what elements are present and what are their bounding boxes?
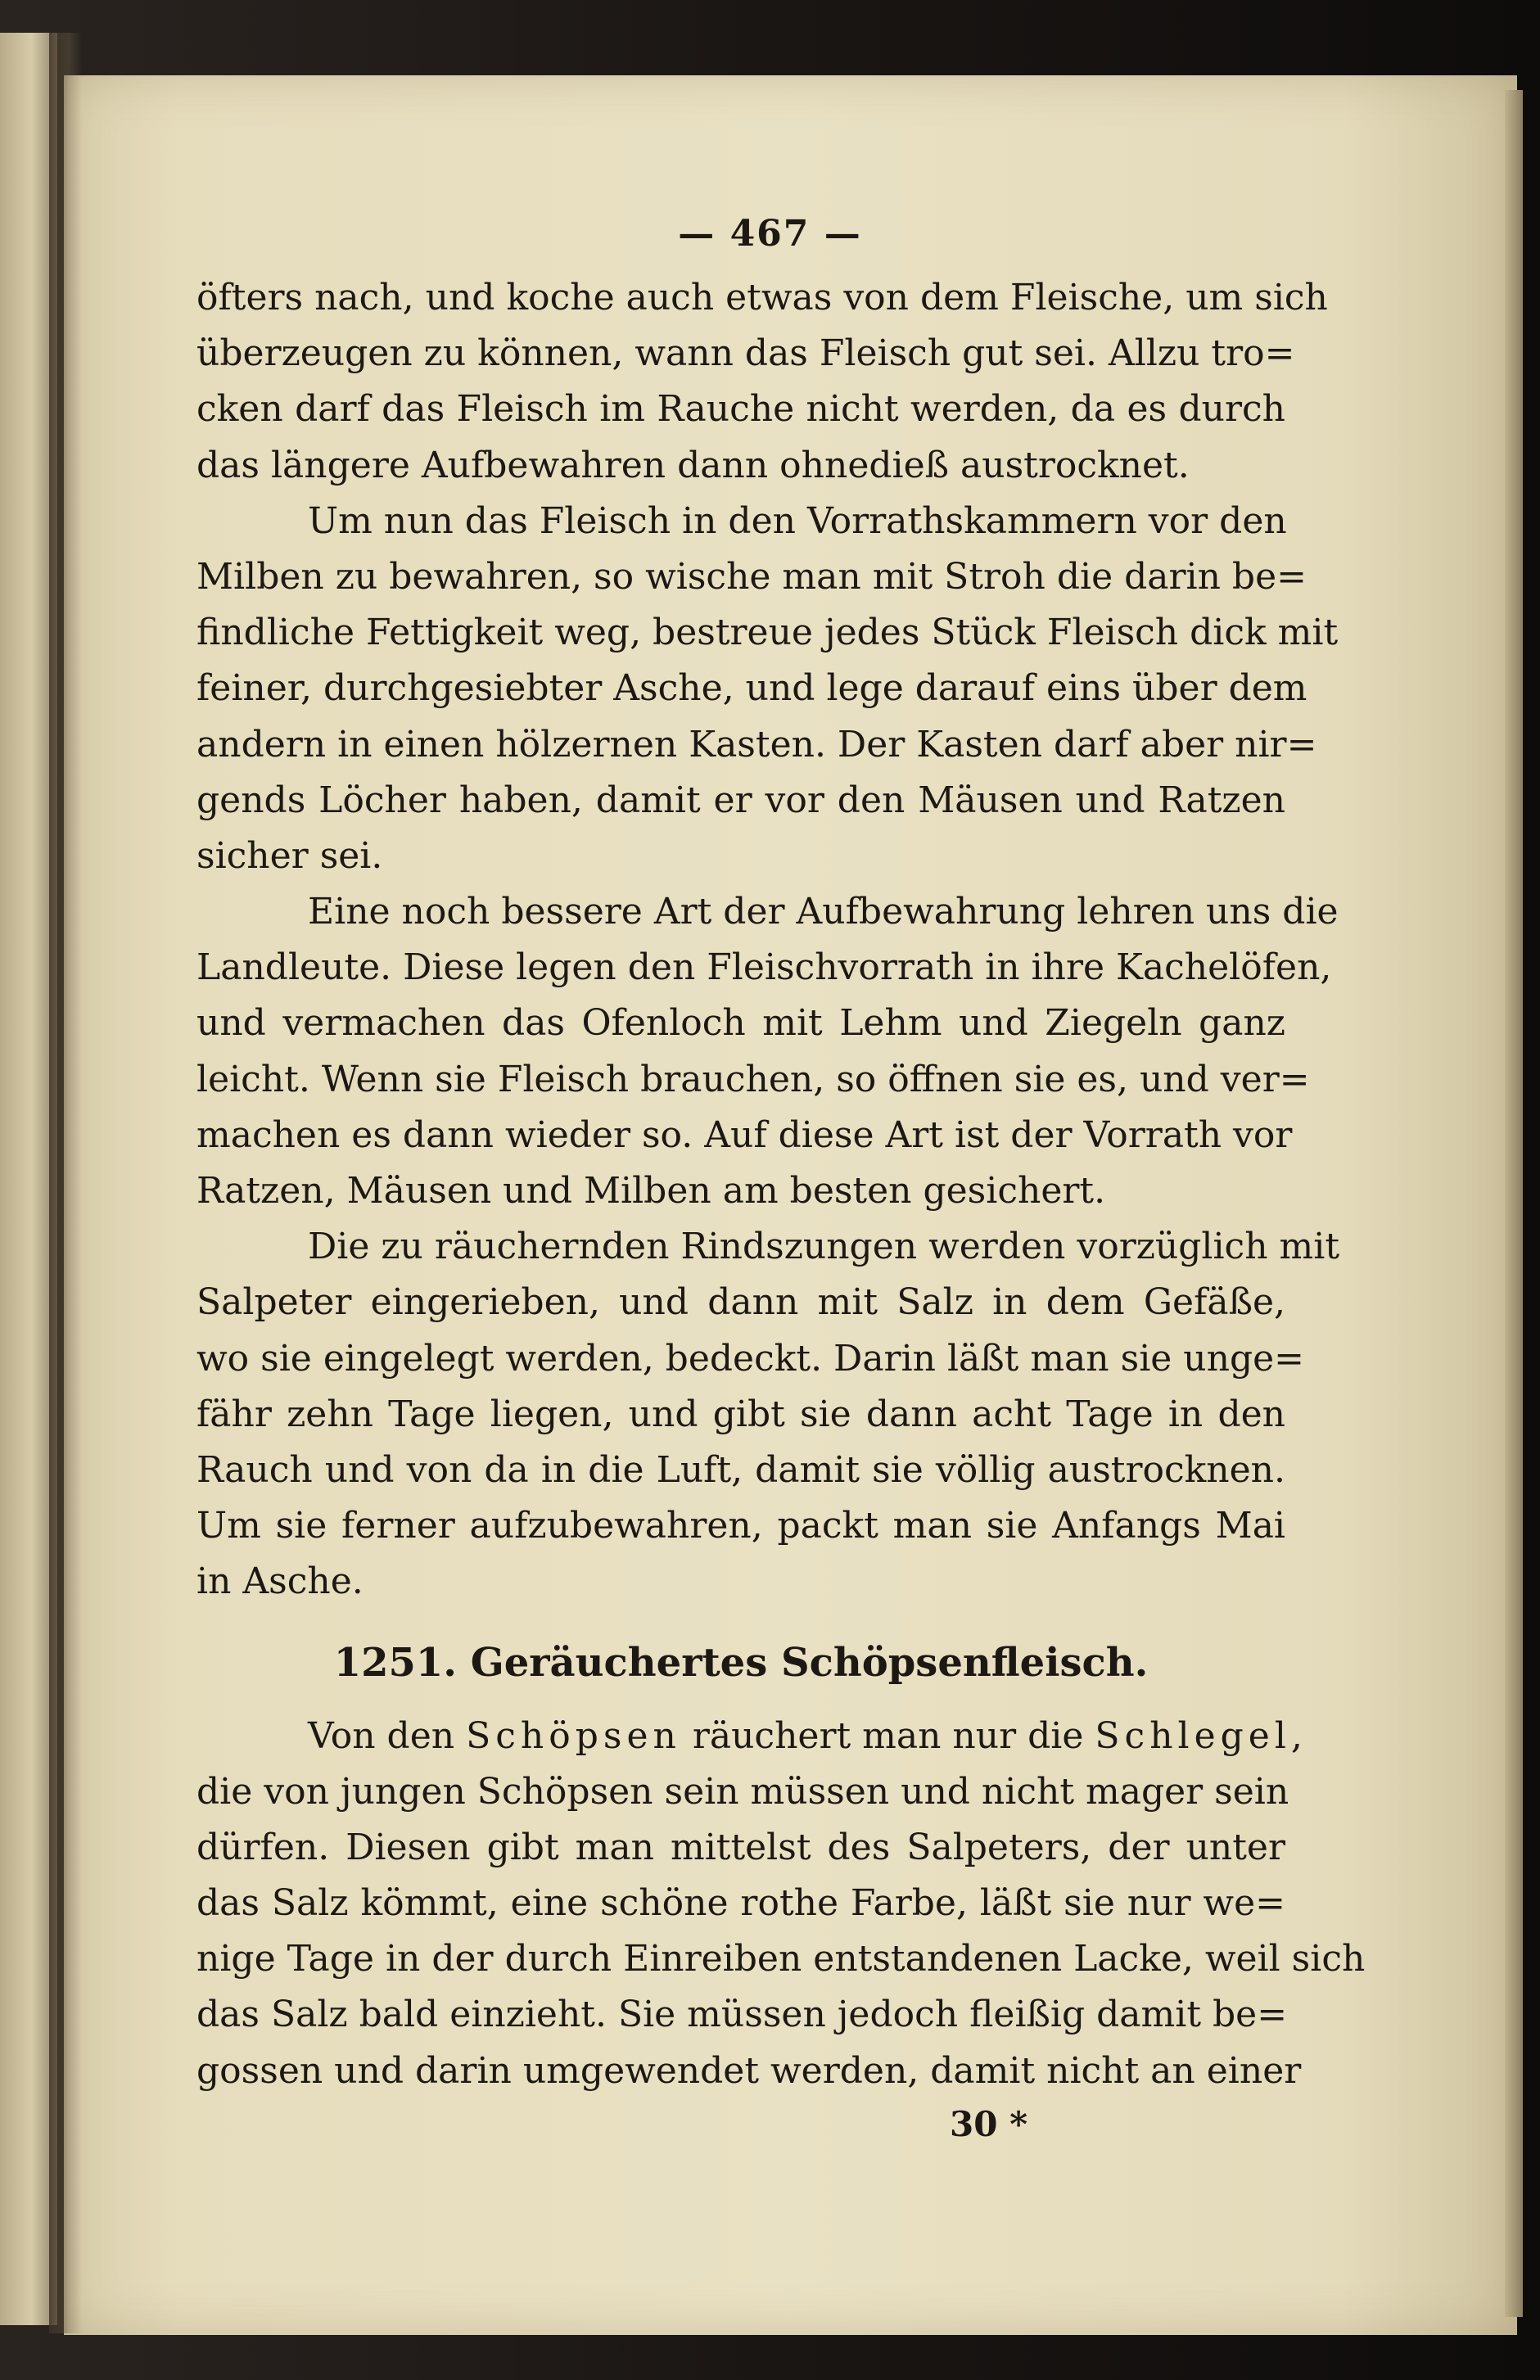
text-line: findliche Fettigkeit weg, bestreue jedes Stück Fleisch dick mit	[196, 612, 1339, 654]
text-line: das Salz bald einzieht. Sie müssen jedoch fleißig damit be=	[196, 1994, 1288, 2036]
paragraph-4	[196, 1219, 1339, 1610]
signature-mark: 30 *	[950, 2104, 1028, 2144]
text-line: das längere Aufbewahren dann ohnedieß austrocknet.	[196, 444, 1190, 486]
text-line: in Asche.	[196, 1560, 364, 1603]
text-line: nige Tage in der durch Einreiben entstandenen Lacke, weil sich	[196, 1938, 1366, 1980]
text-line: sicher sei.	[196, 834, 383, 877]
text-line: gossen und darin umgewendet werden, damit nicht an einer	[196, 2049, 1302, 2092]
text-line: Um sie ferner aufzubewahren, packt man sie Anfangs Mai	[196, 1505, 1285, 1547]
text-line: überzeugen zu können, wann das Fleisch gut sei. Allzu tro=	[196, 332, 1295, 375]
binding-shadow	[49, 33, 82, 2333]
text-line: fähr zehn Tage liegen, und gibt sie dann acht Tage in den	[196, 1393, 1285, 1435]
page-number: — 467 —	[678, 213, 862, 255]
paragraph-5	[196, 1709, 1366, 2099]
text-line: Salpeter eingerieben, und dann mit Salz in dem Gefäße,	[196, 1281, 1285, 1324]
text-line: Eine noch bessere Art der Aufbewahrung lehren uns die	[308, 891, 1339, 933]
text-line: cken darf das Fleisch im Rauche nicht werden, da es durch	[196, 388, 1285, 431]
text-line: das Salz kömmt, eine schöne rothe Farbe, läßt sie nur we=	[196, 1882, 1285, 1925]
text-line: Rauch und von da in die Luft, damit sie völlig austrocknen.	[196, 1448, 1285, 1491]
text-line: leicht. Wenn sie Fleisch brauchen, so öffnen sie es, und ver=	[196, 1058, 1310, 1100]
text-line: dürfen. Diesen gibt man mittelst des Salpeters, der unter	[196, 1826, 1285, 1868]
text-line: öfters nach, und koche auch etwas von dem Fleische, um sich	[196, 277, 1328, 318]
text-line: Landleute. Diese legen den Fleischvorrath in ihre Kachelöfen,	[196, 946, 1332, 989]
text-line: Milben zu bewahren, so wische man mit Stroh die darin be=	[196, 555, 1307, 598]
text-line	[196, 1709, 1303, 1764]
text-block	[196, 270, 1366, 2099]
text-line: feiner, durchgesiebter Asche, und lege darauf eins über dem	[196, 667, 1307, 710]
text-segment: räuchert man nur die	[680, 1714, 1095, 1757]
text-line: machen es dann wieder so. Auf diese Art ist der Vorrath vor	[196, 1113, 1293, 1156]
text-segment: Von den	[308, 1714, 467, 1757]
page-edge-right	[1505, 90, 1523, 2317]
text-line: die von jungen Schöpsen sein müssen und nicht mager sein	[196, 1770, 1289, 1813]
paragraph-1	[196, 270, 1328, 494]
text-line: und vermachen das Ofenloch mit Lehm und Ziegeln ganz	[196, 1002, 1285, 1045]
text-line: Um nun das Fleisch in den Vorrathskammern vor den	[308, 499, 1287, 542]
text-segment: ,	[1290, 1714, 1303, 1757]
text-line: Die zu räuchernden Rindszungen werden vorzüglich mit	[308, 1226, 1339, 1268]
paragraph-2	[196, 494, 1339, 884]
text-line: wo sie eingelegt werden, bedeckt. Darin läßt man sie unge=	[196, 1337, 1305, 1380]
text-line: andern in einen hölzernen Kasten. Der Kasten darf aber nir=	[196, 723, 1317, 765]
emphasis-schoepsen: Schöpsen	[466, 1714, 681, 1757]
text-line: Ratzen, Mäusen und Milben am besten gesichert.	[196, 1170, 1106, 1212]
text-line: gends Löcher haben, damit er vor den Mäusen und Ratzen	[196, 779, 1285, 821]
emphasis-schlegel: Schlegel	[1095, 1714, 1291, 1757]
paragraph-3	[196, 884, 1339, 1219]
section-heading: 1251. Geräuchertes Schöpsenfleisch.	[333, 1639, 1149, 1686]
